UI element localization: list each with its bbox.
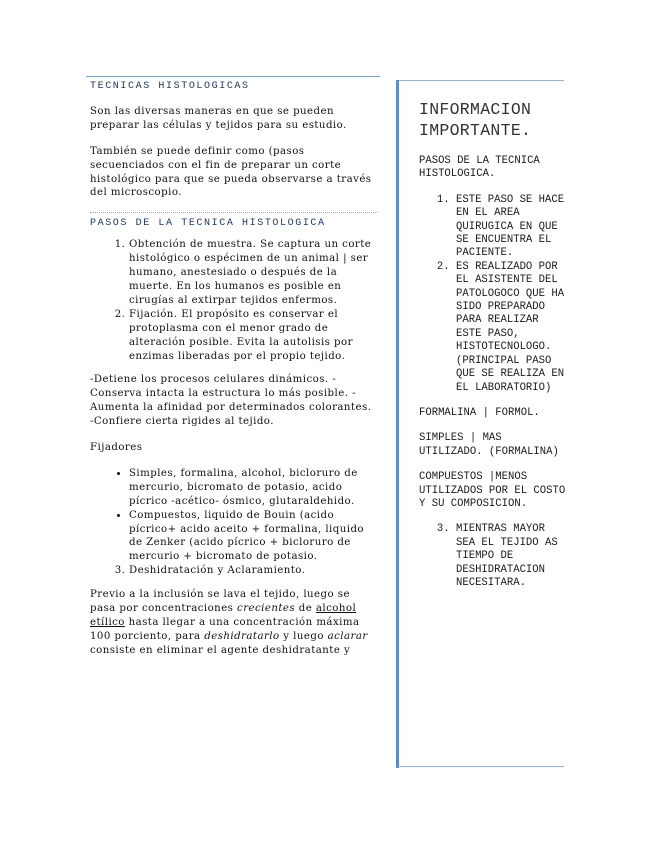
main-column bbox=[90, 76, 378, 670]
sidebar-compuestos: COMPUESTOS |MENOS UTILIZADOS POR EL COSTO Y SU COMPOSICION. bbox=[419, 471, 566, 510]
dehydration-text-aclarar: aclarar bbox=[327, 630, 368, 642]
steps-list-continued bbox=[90, 564, 378, 578]
section-heading-tecnicas: TECNICAS HISTOLOGICAS bbox=[86, 76, 380, 97]
definition-paragraph: También se puede definir como (pasos secuenciados con el fin de preparar un corte histológico para que se pueda observarse a través del microscopio. bbox=[90, 145, 372, 199]
alcohol-etilico-link: alcohol etílico bbox=[90, 603, 357, 628]
sidebar-item-2: 2. ES REALIZADO POR EL ASISTENTE DEL PATOLOGOCO QUE HA SIDO PREPARADO PARA REALIZAR ESTE PASO, HISTOTECNOLOGO. (PRINCIPAL PASO QUE SE REALIZA EN EL LABORATORIO) bbox=[456, 261, 567, 395]
fijadores-list bbox=[90, 467, 378, 564]
dehydration-text-2: de bbox=[295, 603, 316, 615]
step-item-2: 2. Fijación. El propósito es conservar el protoplasma con el menor grado de alteración posible. Evita la autolisis por enzimas liberadas por el propio tejido. bbox=[129, 308, 378, 364]
sidebar-item-1: 1. ESTE PASO SE HACE EN EL AREA QUIRUGICA EN QUE SE ENCUENTRA EL PACIENTE. bbox=[456, 194, 567, 261]
section-heading-pasos: PASOS DE LA TECNICA HISTOLOGICA bbox=[90, 212, 378, 234]
dehydration-text-1: Previo a la inclusión se lava el tejido, luego se pasa por concentraciones bbox=[90, 589, 350, 615]
intro-paragraph: Son las diversas maneras en que se pueden preparar las células y tejidos para su estudio. bbox=[90, 105, 347, 131]
sidebar-list-continued bbox=[419, 523, 567, 590]
fijadores-label: Fijadores bbox=[90, 442, 143, 454]
sidebar-top-rule bbox=[398, 80, 564, 81]
fijador-item-simples: • Simples, formalina, alcohol, bicloruro de mercurio, bicromato de potasio, acido pícrico -acético- ósmico, glutaraldehido. bbox=[129, 467, 378, 509]
sidebar-simples: SIMPLES | MAS UTILIZADO. (FORMALINA) bbox=[419, 432, 559, 458]
dehydration-text-deshidratarlo: deshidratarlo bbox=[204, 630, 280, 642]
step-item-1: 1. Obtención de muestra. Se captura un corte histológico o espécimen de un animal | ser humano, anestesiado o después de la muerte. En los humanos es posible en cirugías al extirpar tejidos enfermos. bbox=[129, 238, 378, 308]
sidebar-subtitle: PASOS DE LA TECNICA HISTOLOGICA. bbox=[419, 155, 540, 181]
steps-list bbox=[90, 238, 378, 363]
dehydration-text-5: consiste en eliminar el agente deshidratante y bbox=[90, 644, 351, 656]
dehydration-text-crecientes: crecientes bbox=[237, 603, 296, 615]
sidebar-formalina: FORMALINA | FORMOL. bbox=[419, 406, 540, 419]
sidebar bbox=[419, 99, 567, 602]
dehydration-paragraph bbox=[90, 588, 378, 658]
sidebar-item-3: 3. MIENTRAS MAYOR SEA EL TEJIDO AS TIEMPO DE DESHIDRATACION NECESITARA. bbox=[456, 523, 567, 590]
dehydration-text-3: hasta llegar a una concentración máxima 100 porciento, para bbox=[90, 617, 360, 642]
fijador-item-compuestos: • Compuestos, liquido de Bouin (acido pícrico+ acido aceito + formalina, liquido de Zenker (acido pícrico + bicloruro de mercurio + bicromato de potasio. bbox=[129, 509, 378, 565]
sidebar-title: INFORMACION IMPORTANTE. bbox=[419, 100, 532, 140]
sidebar-left-rule bbox=[396, 80, 399, 768]
fixation-effects-paragraph: -Detiene los procesos celulares dinámicos. -Conserva intacta la estructura lo más posible. -Aumenta la afinidad por determinados colorantes. -Confiere cierta rigides al tejido. bbox=[90, 374, 372, 428]
dehydration-text-4: y luego bbox=[279, 630, 328, 642]
step-item-3: 3. Deshidratación y Aclaramiento. bbox=[129, 564, 378, 578]
sidebar-list bbox=[419, 194, 567, 395]
sidebar-bottom-rule bbox=[398, 766, 564, 767]
